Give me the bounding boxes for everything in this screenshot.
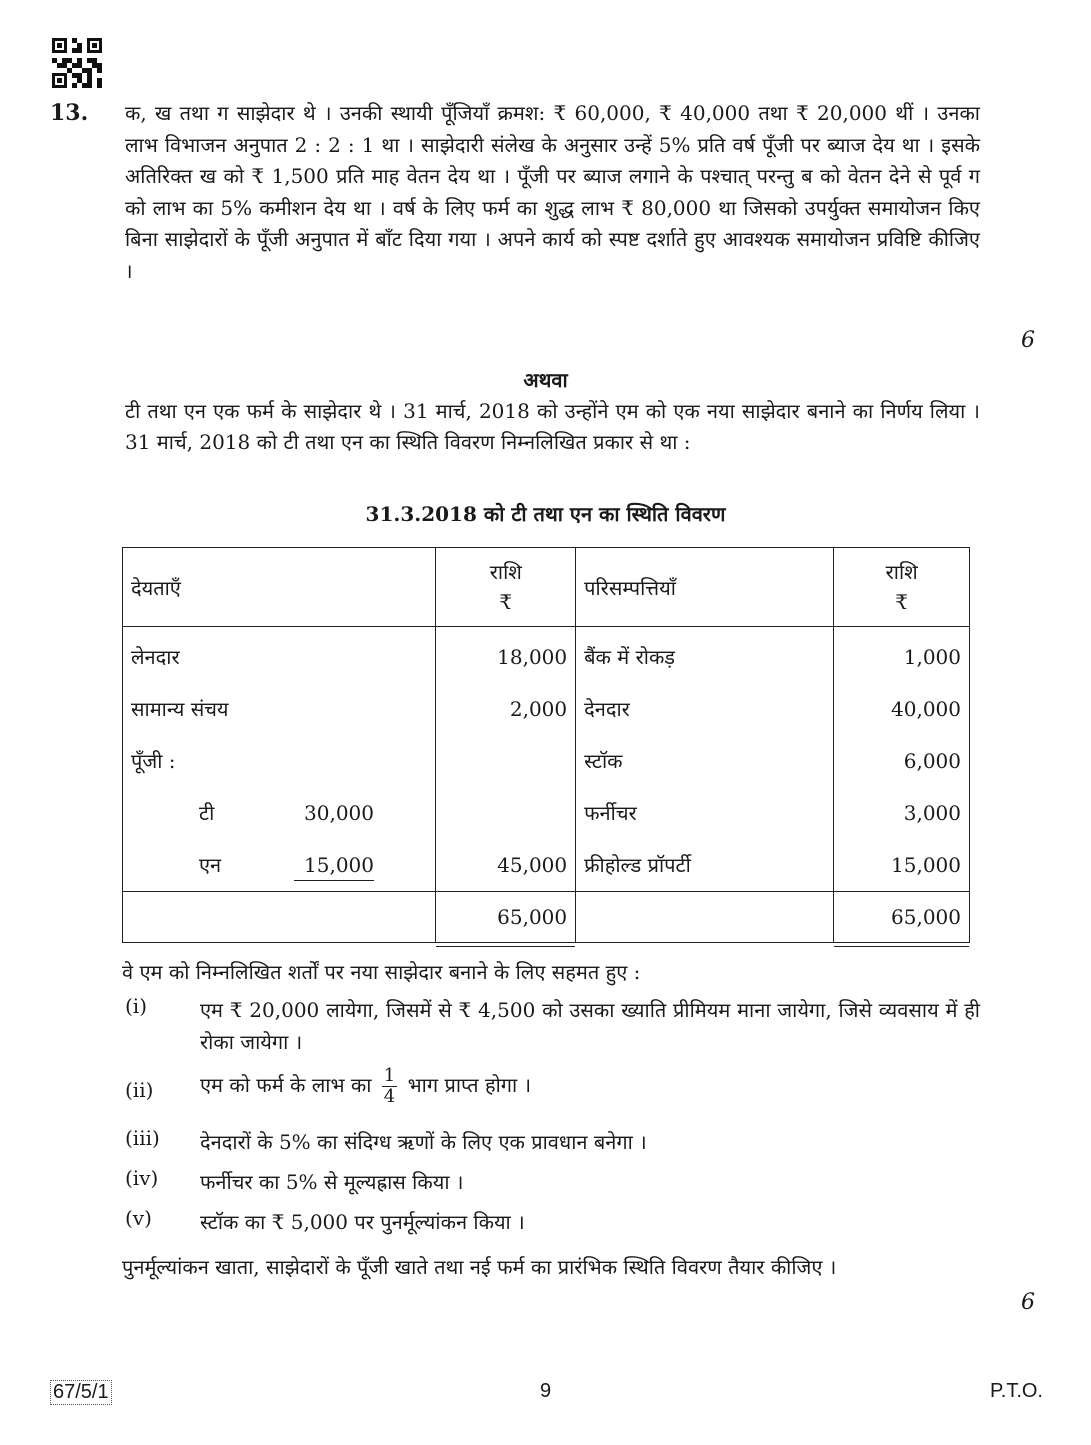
liability-amount bbox=[436, 787, 576, 839]
task-text: पुनर्मूल्यांकन खाता, साझेदारों के पूँजी खाते तथा नई फर्म का प्रारंभिक स्थिति विवरण तैयार कीजिए । bbox=[122, 1255, 837, 1279]
condition-label: (iii) bbox=[125, 1126, 160, 1150]
double-underline bbox=[436, 942, 575, 947]
liabilities-total: 65,000 bbox=[436, 892, 576, 943]
question-number: 13. bbox=[50, 100, 89, 126]
or-separator: अथवा bbox=[523, 368, 568, 392]
liability-name: सामान्य संचय bbox=[123, 683, 436, 735]
condition-text: स्टॉक का ₹ 5,000 पर पुनर्मूल्यांकन किया । bbox=[200, 1210, 525, 1234]
table-row bbox=[123, 839, 970, 892]
header-liabilities-amount: राशि ₹ bbox=[436, 548, 576, 627]
alternative-marks: 6 bbox=[1021, 1290, 1035, 1315]
table-row bbox=[123, 735, 970, 787]
conditions-intro: वे एम को निम्नलिखित शर्तों पर नया साझेदार बनाने के लिए सहमत हुए : bbox=[122, 960, 641, 984]
asset-amount: 1,000 bbox=[834, 627, 970, 684]
asset-name: फर्नीचर bbox=[576, 787, 834, 839]
header-assets-amount: राशि ₹ bbox=[834, 548, 970, 627]
asset-name: स्टॉक bbox=[576, 735, 834, 787]
condition-label: (v) bbox=[125, 1206, 152, 1230]
totals-row bbox=[123, 892, 970, 943]
header-assets: परिसम्पत्तियाँ bbox=[576, 548, 834, 627]
asset-amount: 6,000 bbox=[834, 735, 970, 787]
asset-name: बैंक में रोकड़ bbox=[576, 627, 834, 684]
condition-text: फर्नीचर का 5% से मूल्यह्रास किया । bbox=[200, 1170, 464, 1194]
capital-partner-n bbox=[123, 839, 436, 892]
question-marks: 6 bbox=[1021, 328, 1035, 353]
asset-name: फ्रीहोल्ड प्रॉपर्टी bbox=[576, 839, 834, 892]
liability-amount: 2,000 bbox=[436, 683, 576, 735]
capital-partner-t bbox=[123, 787, 436, 839]
double-underline bbox=[834, 942, 969, 947]
asset-amount: 3,000 bbox=[834, 787, 970, 839]
balance-sheet-table bbox=[122, 547, 970, 943]
partner-capital: 30,000 bbox=[304, 801, 374, 825]
table-caption: 31.3.2018 को टी तथा एन का स्थिति विवरण bbox=[365, 502, 726, 526]
liability-amount bbox=[436, 735, 576, 787]
liability-amount: 45,000 bbox=[436, 839, 576, 892]
asset-amount: 40,000 bbox=[834, 683, 970, 735]
partner-name: एन bbox=[199, 853, 222, 877]
assets-total: 65,000 bbox=[834, 892, 970, 943]
asset-name: देनदार bbox=[576, 683, 834, 735]
fraction: $\frac{1}{4}$ bbox=[383, 1065, 396, 1107]
qr-code-icon bbox=[52, 38, 102, 88]
table-row bbox=[123, 627, 970, 684]
header-liabilities: देयताएँ bbox=[123, 548, 436, 627]
partner-capital: 15,000 bbox=[294, 850, 374, 881]
condition-label: (iv) bbox=[125, 1166, 159, 1190]
question-text: क, ख तथा ग साझेदार थे । उनकी स्थायी पूँजियाँ क्रमश: ₹ 60,000, ₹ 40,000 तथा ₹ 20,000 थीं । उनका लाभ विभाजन अनुपात 2 : 2 : 1 था । साझेदारी संलेख के अनुसार उन्हें 5% प्रति वर्ष पूँजी पर ब्याज देय था । इसके अतिरिक्त ख को ₹ 1,500 प्रति माह वेतन देय था । पूँजी पर ब्याज लगाने के पश्चात् परन्तु ब को वेतन देने से पूर्व ग को लाभ का 5% कमीशन देय था । वर्ष के लिए फर्म का शुद्ध लाभ ₹ 80,000 था जिसको उपर्युक्त समायोजन किए बिना साझेदारों के पूँजी अनुपात में बाँट दिया गया । अपने कार्य को स्पष्ट दर्शाते हुए आवश्यक समायोजन प्रविष्टि कीजिए । bbox=[125, 101, 980, 283]
liability-name: लेनदार bbox=[123, 627, 436, 684]
partner-name: टी bbox=[199, 801, 215, 825]
condition-text: देनदारों के 5% का संदिग्ध ऋणों के लिए एक प्रावधान बनेगा । bbox=[200, 1130, 647, 1154]
condition-label: (i) bbox=[125, 994, 148, 1018]
liability-amount: 18,000 bbox=[436, 627, 576, 684]
condition-label: (ii) bbox=[125, 1078, 154, 1102]
table-row bbox=[123, 683, 970, 735]
pto-label: P.T.O. bbox=[990, 1380, 1043, 1402]
paper-code: 67/5/1 bbox=[50, 1380, 112, 1405]
liability-name: पूँजी : bbox=[123, 735, 436, 787]
table-row bbox=[123, 787, 970, 839]
condition-text: एम को फर्म के लाभ का $\frac{1}{4}$ भाग प्राप्त होगा । bbox=[200, 1065, 532, 1107]
condition-text: एम ₹ 20,000 लायेगा, जिसमें से ₹ 4,500 को उसका ख्याति प्रीमियम माना जायेगा, जिसे व्यवसाय में ही रोका जायेगा । bbox=[200, 998, 980, 1054]
page-number: 9 bbox=[539, 1380, 552, 1402]
asset-amount: 15,000 bbox=[834, 839, 970, 892]
alternative-intro: टी तथा एन एक फर्म के साझेदार थे । 31 मार्च, 2018 को उन्होंने एम को एक नया साझेदार बनाने का निर्णय लिया । 31 मार्च, 2018 को टी तथा एन का स्थिति विवरण निम्नलिखित प्रकार से था : bbox=[125, 399, 980, 454]
